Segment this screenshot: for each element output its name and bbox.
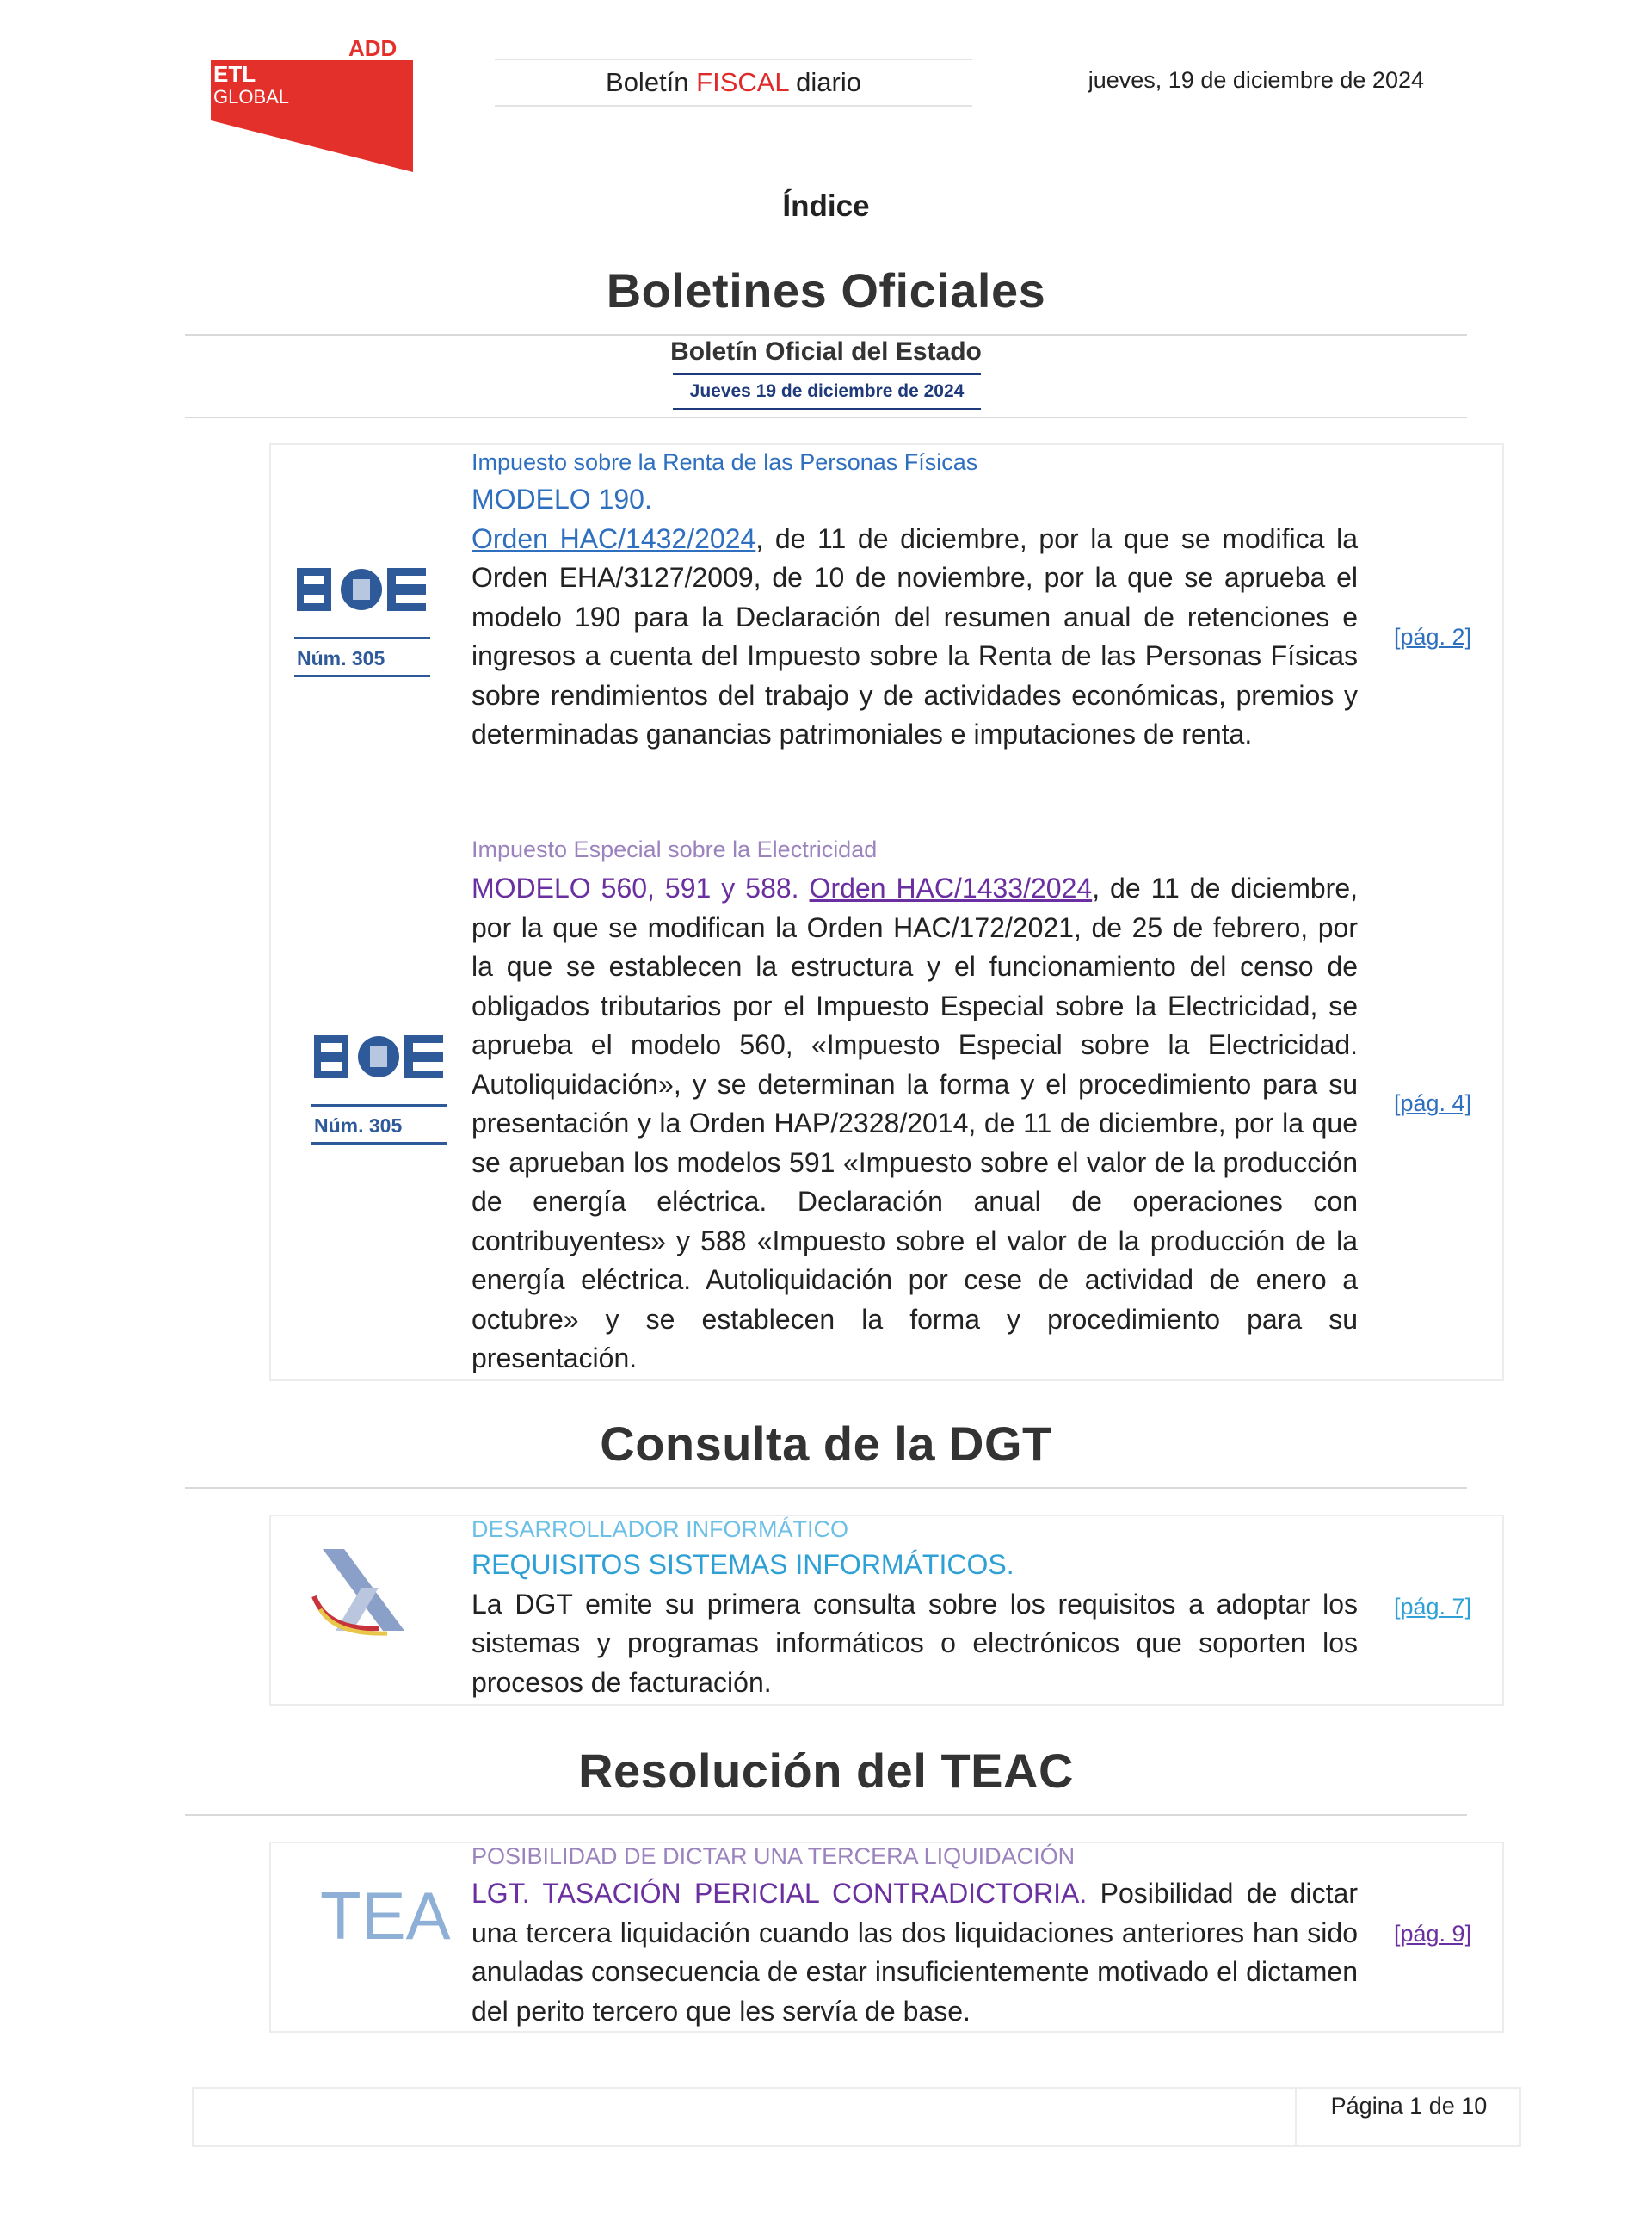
item-model: MODELO 560, 591 y 588. [472, 873, 810, 904]
item-topic: POSIBILIDAD DE DICTAR UNA TERCERA LIQUIDACIÓN [472, 1843, 1076, 1869]
item-body [472, 1546, 1358, 1702]
divider [185, 417, 1467, 418]
boe-logo-icon [314, 1031, 443, 1083]
item-text: Posibilidad de dictar una tercera liquidación cuando las dos liquidaciones anteriores han sido anuladas consecuencia de estar insuficientemente motivado el dictamen del perito tercero que les servía de base. [472, 1878, 1359, 2027]
agencia-tributaria-logo-icon [310, 1549, 413, 1635]
item-body [472, 1874, 1358, 2031]
page-link[interactable]: [pág. 2] [1394, 624, 1472, 650]
bulletin-title-post: diario [788, 67, 861, 97]
boe-date-badge: Jueves 19 de diciembre de 2024 [673, 373, 981, 410]
item-topic: Impuesto sobre la Renta de las Personas Físicas [472, 449, 978, 475]
item-text: , de 11 de diciembre, por la que se modifica la Orden EHA/3127/2009, de 10 de noviembre, por la que se aprueba el modelo 190 para la Declaración del resumen anual de retenciones e ingresos a cuenta del Impuesto sobre la Renta de las Personas Físicas sobre rendimientos del trabajo y de actividades económicas, premios y determinadas ganancias patrimoniales e imputaciones de renta. [472, 522, 1359, 750]
order-link[interactable]: Orden HAC/1432/2024 [472, 522, 756, 554]
item-text: La DGT emite su primera consulta sobre los requisitos a adoptar los sistemas y programas informáticos o electrónicos que soporten los procesos de facturación. [472, 1588, 1358, 1698]
item-topic: Impuesto Especial sobre la Electricidad [472, 836, 878, 862]
boe-rule [311, 1142, 447, 1145]
boe-number: Núm. 305 [297, 647, 385, 670]
section-title-dgt: Consulta de la DGT [600, 1416, 1052, 1471]
divider [185, 1487, 1467, 1489]
item-model: LGT. TASACIÓN PERICIAL CONTRADICTORIA. [472, 1878, 1088, 1909]
teac-logo-text: TEA [320, 1878, 451, 1953]
teac-logo-icon [320, 1878, 451, 1953]
item-body [472, 480, 1358, 755]
page-number: Página 1 de 10 [1330, 2093, 1488, 2119]
etl-global-logo [211, 34, 413, 172]
item-text: , de 11 de diciembre, por la que se modifican la Orden HAC/172/2021, de 25 de febrero, por la que se establecen la estructura y el funcionamiento del censo de obligados tributarios por el Impuesto Especial sobre la Electricidad, se aprueba el modelo 560, «Impuesto Especial sobre la Electricidad. Autoliquidación», y se determinan la forma y el procedimiento para su presentación y la Orden HAP/2328/2014, de 11 de diciembre, por la que se aprueban los modelos 591 «Impuesto sobre el valor de la producción de energía eléctrica. Declaración anual de operaciones con contribuyentes» y 588 «Impuesto sobre el valor de la producción de la energía eléctrica. Autoliquidación por cese de actividad de enero a octubre» y se establecen la forma y procedimiento para su presentación. [472, 873, 1359, 1373]
item-topic: DESARROLLADOR INFORMÁTICO [472, 1516, 849, 1542]
bulletin-date: jueves, 19 de diciembre de 2024 [1088, 67, 1424, 93]
item-body [472, 869, 1358, 1379]
order-link[interactable]: Orden HAC/1433/2024 [809, 873, 1093, 904]
boe-number: Núm. 305 [314, 1114, 403, 1137]
boe-logo-icon [297, 564, 426, 615]
divider [185, 1814, 1467, 1816]
page-link[interactable]: [pág. 4] [1394, 1090, 1472, 1116]
divider [185, 334, 1467, 336]
footer-divider [1295, 2087, 1297, 2147]
boe-subtitle: Boletín Oficial del Estado [670, 337, 982, 366]
item-model: REQUISITOS SISTEMAS INFORMÁTICOS. [472, 1549, 1014, 1580]
bulletin-title-pre: Boletín [606, 67, 697, 97]
boe-rule [294, 675, 430, 677]
logo-global-text: GLOBAL [213, 86, 290, 108]
index-heading: Índice [782, 189, 870, 223]
logo-etl-text: ETL [213, 61, 256, 87]
item-model: MODELO 190. [472, 484, 652, 515]
page-link[interactable]: [pág. 9] [1394, 1921, 1472, 1947]
boe-rule [294, 637, 430, 639]
section-title-teac: Resolución del TEAC [578, 1743, 1074, 1798]
logo-add-text: ADD [348, 35, 398, 61]
bulletin-title [495, 59, 972, 107]
bulletin-title-accent: FISCAL [696, 67, 789, 97]
section-title-boletines: Boletines Oficiales [606, 263, 1046, 318]
boe-rule [311, 1104, 447, 1107]
page-link[interactable]: [pág. 7] [1394, 1594, 1472, 1620]
